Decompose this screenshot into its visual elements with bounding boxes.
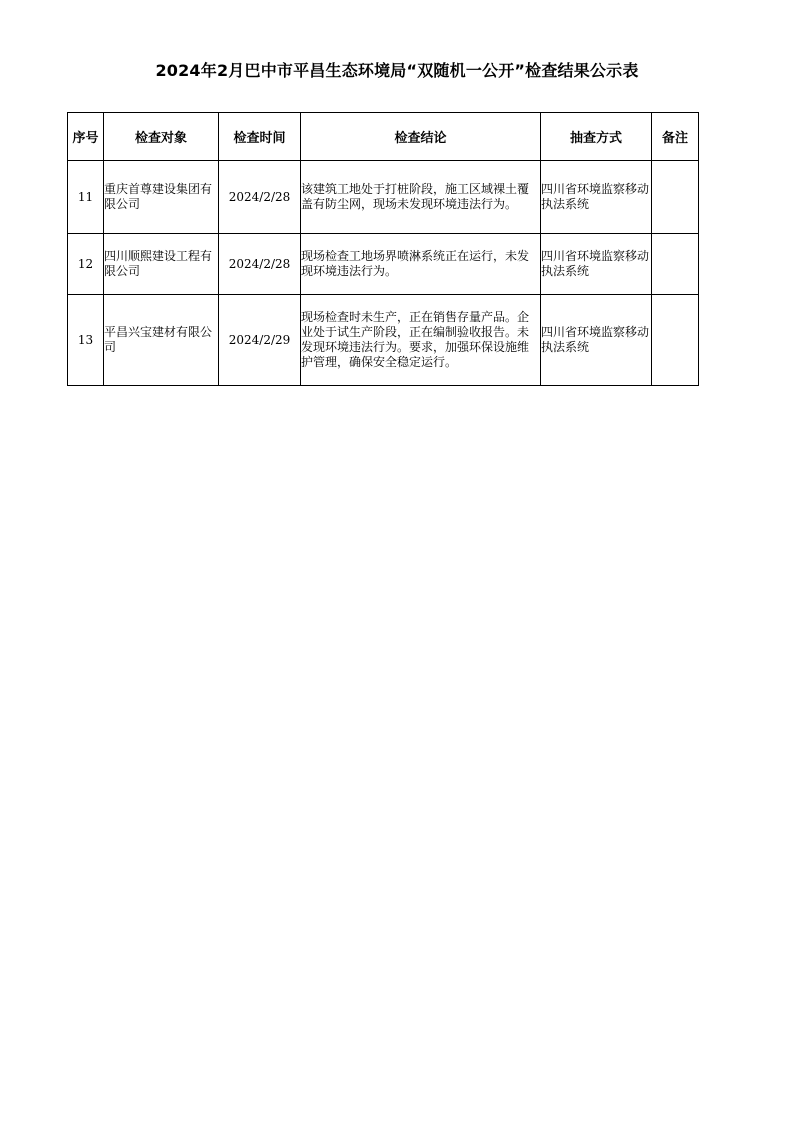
cell-target: 重庆首尊建设集团有限公司: [104, 161, 219, 234]
cell-date: 2024/2/29: [219, 295, 301, 386]
cell-note: [652, 295, 699, 386]
table-row: [68, 234, 699, 295]
cell-no: 12: [68, 234, 104, 295]
header-date: 检查时间: [219, 113, 301, 161]
table-row: [68, 161, 699, 234]
inspection-results-table: [67, 112, 699, 386]
table-header-row: [68, 113, 699, 161]
table-row: [68, 295, 699, 386]
header-target: 检查对象: [104, 113, 219, 161]
header-conclusion: 检查结论: [301, 113, 541, 161]
cell-date: 2024/2/28: [219, 161, 301, 234]
header-method: 抽查方式: [541, 113, 652, 161]
page-title: 2024年2月巴中市平昌生态环境局“双随机一公开”检查结果公示表: [155, 61, 639, 80]
cell-conclusion: 现场检查时未生产，正在销售存量产品。企业处于试生产阶段，正在编制验收报告。未发现环境违法行为。要求，加强环保设施维护管理，确保安全稳定运行。: [301, 295, 541, 386]
cell-target: 四川顺熙建设工程有限公司: [104, 234, 219, 295]
cell-no: 13: [68, 295, 104, 386]
cell-conclusion: 现场检查工地场界喷淋系统正在运行，未发现环境违法行为。: [301, 234, 541, 295]
cell-note: [652, 161, 699, 234]
cell-method: 四川省环境监察移动执法系统: [541, 295, 652, 386]
cell-date: 2024/2/28: [219, 234, 301, 295]
cell-method: 四川省环境监察移动执法系统: [541, 161, 652, 234]
cell-note: [652, 234, 699, 295]
cell-target: 平昌兴宝建材有限公司: [104, 295, 219, 386]
cell-conclusion: 该建筑工地处于打桩阶段，施工区域裸土覆盖有防尘网，现场未发现环境违法行为。: [301, 161, 541, 234]
header-no: 序号: [68, 113, 104, 161]
cell-no: 11: [68, 161, 104, 234]
cell-method: 四川省环境监察移动执法系统: [541, 234, 652, 295]
header-note: 备注: [652, 113, 699, 161]
